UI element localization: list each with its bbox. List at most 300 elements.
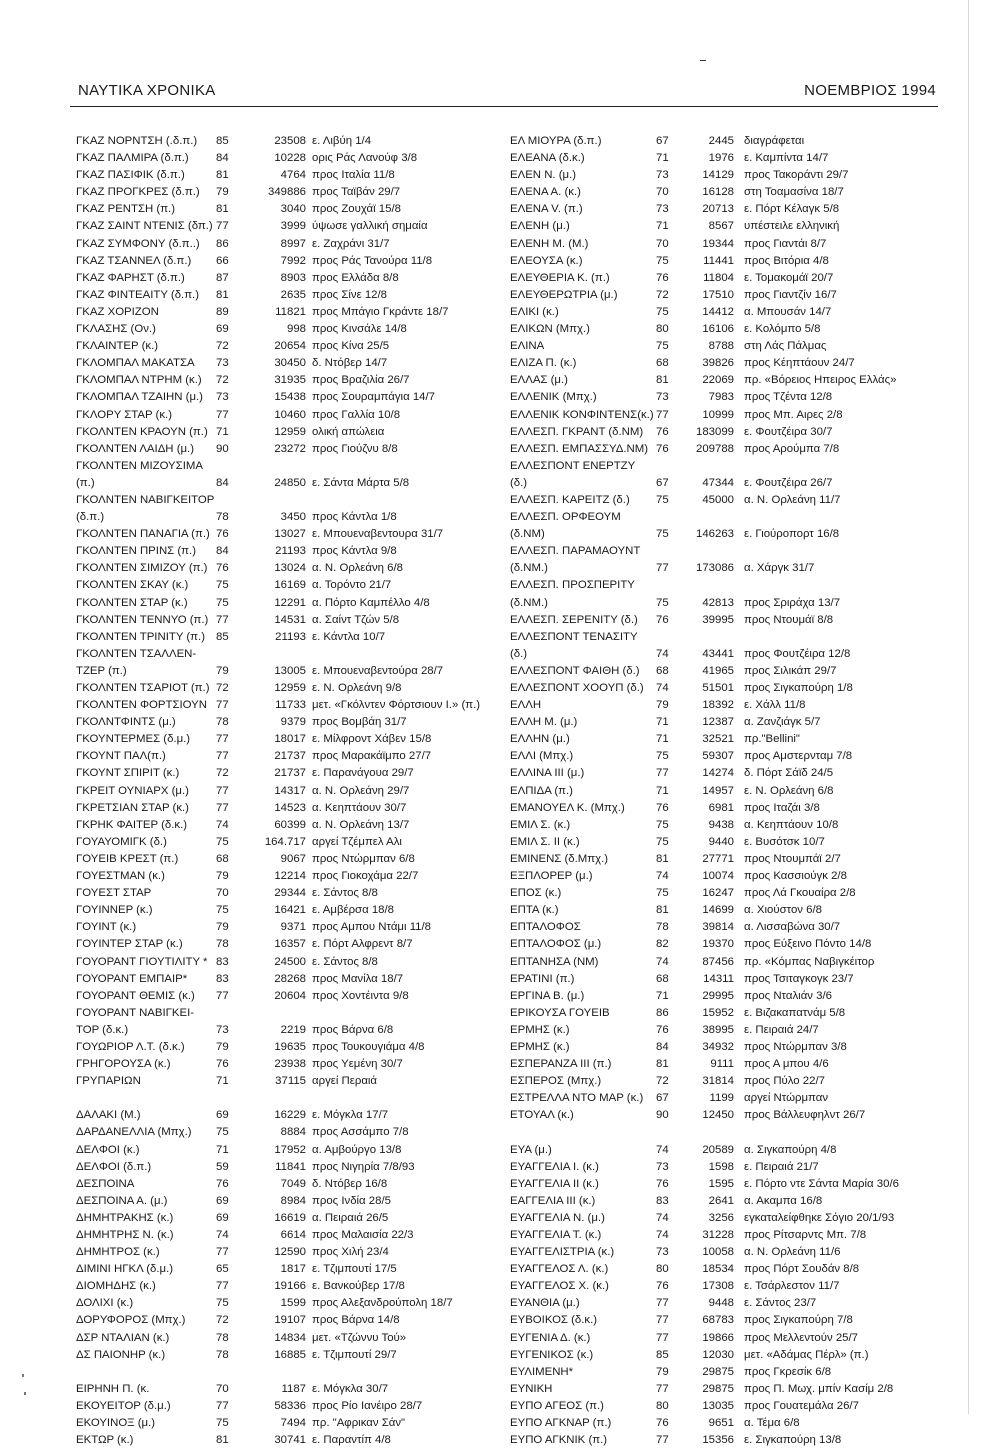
build-year: 75 bbox=[656, 835, 669, 848]
build-year: 71 bbox=[656, 152, 669, 165]
movement-note: α. Μπουσάν 14/7 bbox=[744, 305, 832, 318]
ship-name: ΓΚΑΖ ΡΕΝΤΣΗ (π.) bbox=[76, 203, 176, 216]
movement-note: ε. Φουτζέιρα 30/7 bbox=[744, 425, 833, 438]
movement-note: ε. Τομακομάϊ 20/7 bbox=[744, 271, 834, 284]
ship-name: ΕΛΛΕΣΠ. ΣΕΡΕΝΙΤΥ (δ.) bbox=[510, 613, 638, 626]
ship-name: ΓΚΟΥΝΤ ΠΑΛ(π.) bbox=[76, 750, 166, 763]
ship-name: ΕΡΜΗΣ (κ.) bbox=[510, 1040, 570, 1053]
ship-name: ΕΙΡΗΝΗ Π. (κ. bbox=[76, 1382, 150, 1395]
movement-note: α. Ακαμπα 16/8 bbox=[744, 1194, 823, 1207]
ship-name: ΕΛΛΕΣΠΟΝΤ ΕΝΕΡΤΖΥ bbox=[510, 459, 636, 472]
tonnage: 12959 bbox=[274, 682, 306, 694]
movement-note: προς Σιγκαπούρη 7/8 bbox=[744, 1314, 853, 1327]
build-year: 66 bbox=[216, 254, 229, 267]
movement-note: α. Σιγκαπούρη 4/8 bbox=[744, 1143, 837, 1156]
movement-note: α. Ν. Ορλεάνη 13/7 bbox=[312, 818, 410, 831]
ship-name: ΕΑΓΓΕΛΙΑ ΙΙΙ (κ.) bbox=[510, 1194, 596, 1207]
tonnage: 18392 bbox=[702, 699, 734, 712]
movement-note: προς Γιοκοχάμα 22/7 bbox=[312, 870, 419, 883]
movement-note: αργεί Ντώρμπαν bbox=[744, 1092, 829, 1105]
tonnage: 22069 bbox=[702, 374, 734, 387]
movement-note: προς Μπ. Αιρες 2/8 bbox=[744, 408, 843, 421]
build-year: 73 bbox=[216, 391, 229, 404]
build-year: 78 bbox=[216, 938, 229, 951]
tonnage: 3999 bbox=[280, 220, 306, 233]
build-year: 69 bbox=[216, 1211, 229, 1224]
build-year: 72 bbox=[216, 1314, 229, 1327]
movement-note: εγκαταλείφθηκε Σόγιο 20/1/93 bbox=[744, 1211, 895, 1224]
build-year: 81 bbox=[656, 374, 669, 387]
movement-note: προς Μελλεντούν 25/7 bbox=[744, 1331, 858, 1344]
tonnage: 16619 bbox=[274, 1211, 306, 1224]
ship-name: ΕΥΑΓΓΕΛΙΑ ΙΙ (κ.) bbox=[510, 1177, 599, 1190]
movement-note: ε. Φουτζέιρα 26/7 bbox=[744, 476, 833, 489]
tonnage: 16169 bbox=[274, 579, 306, 592]
movement-note: προς Φουτζέιρα 12/8 bbox=[744, 647, 851, 660]
ship-name: ΕΠΤΑΝΗΣΑ (ΝΜ) bbox=[510, 955, 599, 968]
tonnage: 24850 bbox=[274, 476, 306, 489]
build-year: 76 bbox=[216, 562, 229, 575]
tonnage: 1599 bbox=[280, 1297, 306, 1310]
build-year: 68 bbox=[656, 664, 669, 677]
movement-note: προς Εύξεινο Πόντο 14/8 bbox=[744, 938, 872, 951]
build-year: 73 bbox=[216, 357, 229, 370]
tonnage: 998 bbox=[286, 323, 306, 336]
tonnage: 7983 bbox=[708, 391, 734, 404]
ship-name: ΔΟΛΙΧΙ (κ.) bbox=[76, 1297, 134, 1310]
ship-name: ΓΟΥΕΣΤΜΑΝ (κ.) bbox=[76, 870, 165, 883]
build-year: 77 bbox=[216, 220, 229, 233]
build-year: 77 bbox=[656, 1382, 669, 1395]
ship-name: ΓΚΛΟΜΠΑΛ ΤΖΑΙΗΝ (μ.) bbox=[76, 391, 203, 404]
ship-name: ΔΙΟΜΗΔΗΣ (κ.) bbox=[76, 1280, 156, 1293]
movement-note: προς Ασσάμπο 7/8 bbox=[312, 1126, 409, 1139]
ship-name: ΓΟΥΟΡΑΝΤ ΘΕΜΙΣ (κ.) bbox=[76, 989, 195, 1002]
build-year: 76 bbox=[656, 271, 669, 284]
ship-name: ΕΞΠΛΟΡΕΡ (μ.) bbox=[510, 870, 593, 883]
movement-note: προς Ελλάδα 8/8 bbox=[312, 271, 399, 284]
tonnage: 31228 bbox=[702, 1229, 734, 1241]
tonnage: 15952 bbox=[702, 1006, 734, 1019]
build-year: 77 bbox=[656, 1314, 669, 1327]
tonnage: 13005 bbox=[274, 664, 306, 677]
build-year: 77 bbox=[656, 408, 669, 421]
movement-note: προς Σιγκαπούρη 1/8 bbox=[744, 682, 853, 694]
ship-name: ΕΛΛΙΝΑ ΙΙΙ (μ.) bbox=[510, 767, 585, 780]
build-year: 74 bbox=[216, 818, 229, 831]
tonnage: 58336 bbox=[274, 1399, 306, 1412]
ship-name: ΕΛΛΕΣΠ. ΕΜΠΑΣΣΥΔ.ΝΜ) bbox=[510, 442, 649, 455]
movement-note: α. Ν. Ορλεάνη 11/7 bbox=[744, 493, 841, 506]
movement-note: ε. Μόγκλα 30/7 bbox=[312, 1382, 389, 1395]
build-year: 77 bbox=[216, 1399, 229, 1412]
ship-name: ΕΥΑΓΓΕΛΟΣ Χ. (κ.) bbox=[510, 1280, 609, 1293]
tonnage: 21737 bbox=[274, 767, 306, 780]
movement-note: ύψωσε γαλλική σημαία bbox=[312, 220, 428, 233]
tonnage: 31814 bbox=[702, 1075, 734, 1088]
build-year: 76 bbox=[216, 1058, 229, 1071]
build-year: 73 bbox=[656, 203, 669, 216]
tonnage: 16106 bbox=[702, 323, 734, 336]
ship-name: ΕΥΠΟ ΑΓΕΟΣ (π.) bbox=[510, 1399, 604, 1412]
movement-note: προς Χιλή 23/4 bbox=[312, 1246, 389, 1259]
movement-note: α. Λισσαβώνα 30/7 bbox=[744, 921, 841, 934]
movement-note: προς Γαλλία 10/8 bbox=[312, 408, 401, 421]
movement-note: α. Πόρτο Καμπέλλο 4/8 bbox=[312, 596, 430, 609]
tonnage: 2445 bbox=[708, 135, 734, 147]
build-year: 76 bbox=[656, 1023, 669, 1036]
tonnage: 173086 bbox=[695, 562, 734, 575]
tonnage: 14834 bbox=[274, 1331, 306, 1344]
tonnage: 39814 bbox=[702, 921, 734, 934]
movement-note: προς Ρίτσαρντς Μπ. 7/8 bbox=[744, 1229, 867, 1241]
movement-note: ε. Σάντος 23/7 bbox=[744, 1297, 817, 1310]
ship-name: ΓΚΛΟΜΠΑΛ ΜΑΚΑΤΣΑ bbox=[76, 357, 195, 370]
ship-name: ΕΣΠΕΡΑΝΖΑ ΙΙΙ (π.) bbox=[510, 1058, 612, 1071]
ship-name: ΕΥΒΟΙΚΟΣ (δ.κ.) bbox=[510, 1314, 598, 1327]
ship-name: ΕΜΙΛ Σ. ΙΙ (κ.) bbox=[510, 835, 580, 848]
movement-note: προς Ιταζάι 3/8 bbox=[744, 801, 820, 814]
tonnage: 9111 bbox=[710, 1058, 734, 1071]
movement-note: ε. Βανκούβερ 17/8 bbox=[312, 1280, 405, 1293]
ship-name: ΓΚΑΖ ΝΟΡΝΤΣΗ (.δ.π.) bbox=[76, 135, 198, 147]
build-year: 90 bbox=[216, 442, 229, 455]
movement-note: πρ."Bellini" bbox=[744, 733, 800, 746]
tonnage: 16229 bbox=[274, 1109, 306, 1122]
tonnage: 146263 bbox=[695, 528, 734, 541]
build-year: 75 bbox=[656, 305, 669, 318]
movement-note: α. Ν. Ορλεάνη 6/8 bbox=[312, 562, 403, 575]
ship-name: ΕΚΟΥΙΝΟΞ (μ.) bbox=[76, 1417, 156, 1430]
ship-name: ΔΕΛΦΟΙ (κ.) bbox=[76, 1143, 140, 1156]
movement-note: ε. Πειραιά 24/7 bbox=[744, 1023, 819, 1036]
build-year: 77 bbox=[656, 1297, 669, 1310]
tonnage: 15356 bbox=[702, 1434, 734, 1447]
movement-note: προς Βάλλευφηλντ 26/7 bbox=[744, 1109, 866, 1122]
build-year: 84 bbox=[216, 152, 229, 165]
build-year: 70 bbox=[216, 887, 229, 900]
tonnage: 16128 bbox=[702, 186, 734, 199]
build-year: 71 bbox=[656, 784, 669, 797]
build-year: 77 bbox=[656, 562, 669, 575]
build-year: 75 bbox=[656, 750, 669, 763]
tonnage: 9440 bbox=[708, 835, 734, 848]
ship-name: ΕΣΤΡΕΛΛΑ ΝΤΟ ΜΑΡ (κ.) bbox=[510, 1092, 644, 1105]
tonnage: 6614 bbox=[280, 1229, 306, 1241]
ship-name: ΓΟΥΙΝΝΕΡ (κ.) bbox=[76, 904, 153, 917]
tonnage: 41965 bbox=[702, 664, 734, 677]
tonnage: 12291 bbox=[274, 596, 306, 609]
movement-note: α. Τέμα 6/8 bbox=[744, 1417, 800, 1430]
tonnage: 15438 bbox=[274, 391, 306, 404]
ship-name: ΕΛΛΗ Μ. (μ.) bbox=[510, 716, 578, 729]
tonnage: 19344 bbox=[702, 237, 734, 250]
ship-name: ΓΚΛΑΣΗΣ (Ον.) bbox=[76, 323, 156, 336]
ship-name: ΕΛΕΥΘΕΡΩΤΡΙΑ (μ.) bbox=[510, 288, 618, 301]
movement-note: αργεί Τζέμπελ Αλι bbox=[312, 835, 402, 848]
tonnage: 12387 bbox=[702, 716, 734, 729]
movement-note: προς Κινσάλε 14/8 bbox=[312, 323, 407, 336]
movement-note: προς Αμστερνταμ 7/8 bbox=[744, 750, 853, 763]
build-year: 79 bbox=[216, 1040, 229, 1053]
tonnage: 1976 bbox=[708, 152, 734, 165]
ship-name: ΓΚΑΖ ΠΑΣΙΦΙΚ (δ.π.) bbox=[76, 169, 185, 182]
ship-name: ΕΛΛΕΣΠ. ΠΡΟΣΠΕΡΙΤΥ bbox=[510, 579, 635, 592]
movement-note: ε. Ζαχράνι 31/7 bbox=[312, 237, 390, 250]
ship-name: ΔΣ ΠΑΙΟΝΗΡ (κ.) bbox=[76, 1348, 166, 1361]
movement-note: ε. Καμπίντα 14/7 bbox=[744, 152, 829, 165]
tonnage: 1598 bbox=[708, 1160, 734, 1173]
tonnage: 32521 bbox=[702, 733, 734, 746]
movement-note: α. Πειραιά 26/5 bbox=[312, 1211, 389, 1224]
tonnage: 10228 bbox=[274, 152, 306, 165]
build-year: 77 bbox=[656, 767, 669, 780]
movement-note: προς Αλεξανδρούπολη 18/7 bbox=[312, 1297, 453, 1310]
ship-name: ΕΛΙΚΩΝ (Μπχ.) bbox=[510, 323, 590, 336]
ship-name: ΕΥΠΟ ΑΓΚΝΙΚ (π.) bbox=[510, 1434, 608, 1447]
build-year: 86 bbox=[656, 1006, 669, 1019]
ship-name: ΔΟΡΥΦΟΡΟΣ (Μπχ.) bbox=[76, 1314, 186, 1327]
build-year: 77 bbox=[216, 408, 229, 421]
tonnage: 13035 bbox=[702, 1399, 734, 1412]
movement-note: προς Μπάγιο Γκράντε 18/7 bbox=[312, 305, 449, 318]
tonnage: 20589 bbox=[702, 1143, 734, 1156]
tonnage: 19370 bbox=[702, 938, 734, 951]
tonnage: 19107 bbox=[274, 1314, 306, 1327]
build-year: 77 bbox=[216, 801, 229, 814]
movement-note: προς Βομβάη 31/7 bbox=[312, 716, 407, 729]
build-year: 71 bbox=[656, 989, 669, 1002]
tonnage: 183099 bbox=[695, 425, 734, 438]
tonnage: 14274 bbox=[702, 767, 734, 780]
tonnage: 8903 bbox=[280, 271, 306, 284]
movement-note: προς Σιλικάπ 29/7 bbox=[744, 664, 837, 677]
movement-note: ε. Πόρτο ντε Σάντα Μαρία 30/6 bbox=[744, 1177, 899, 1190]
ship-name: ΓΚΟΛΝΤΕΝ ΠΑΝΑΓΙΑ (π.) bbox=[76, 528, 210, 541]
build-year: 76 bbox=[656, 425, 669, 438]
tonnage: 24500 bbox=[274, 955, 306, 968]
tonnage: 2641 bbox=[708, 1194, 734, 1207]
ship-name: ΓΚΟΛΝΤΕΝ ΦΟΡΤΣΙΟΥΝ bbox=[76, 699, 207, 712]
tonnage: 17952 bbox=[274, 1143, 306, 1156]
build-year: 73 bbox=[656, 391, 669, 404]
build-year: 75 bbox=[216, 1417, 229, 1430]
tonnage: 9379 bbox=[280, 716, 306, 729]
ship-name: ΔΕΛΦΟΙ (δ.π.) bbox=[76, 1160, 152, 1173]
ship-name: ΕΛΕΥΘΕΡΙΑ Κ. (π.) bbox=[510, 271, 610, 284]
ship-name: ΓΟΥΟΡΑΝΤ ΕΜΠΑΙΡ* bbox=[76, 972, 188, 985]
tonnage: 9651 bbox=[708, 1417, 734, 1430]
ship-name: ΓΚΑΖ ΦΙΝΤΕΑΙΤΥ (δ.π.) bbox=[76, 288, 200, 301]
ship-name: ΕΚΤΩΡ (κ.) bbox=[76, 1434, 134, 1447]
movement-note: ε. Πειραιά 21/7 bbox=[744, 1160, 819, 1173]
movement-note: ε. Πόρτ Αλφρεντ 8/7 bbox=[312, 938, 413, 951]
movement-note: μετ. «Γκόλντεν Φόρτσιουν Ι.» (π.) bbox=[312, 699, 481, 712]
ship-name: ΓΟΥΟΡΑΝΤ ΝΑΒΙΓΚΕΙ- bbox=[76, 1006, 195, 1019]
tonnage: 9067 bbox=[280, 852, 306, 865]
movement-note: προς Α μπου 4/6 bbox=[744, 1058, 829, 1071]
ship-name: ΓΚΟΛΝΤΕΝ ΛΑΙΔΗ (μ.) bbox=[76, 442, 195, 455]
ship-name: ΕΛΛΕΣΠΟΝΤ ΤΕΝΑΣΙΤΥ bbox=[510, 630, 638, 643]
tonnage: 349886 bbox=[267, 186, 306, 199]
movement-note: ε. Ν. Ορλεάνη 9/8 bbox=[312, 682, 402, 694]
movement-note: α. Σαίντ Τζών 5/8 bbox=[312, 613, 400, 626]
movement-note: ε. Μπουεναβεντουρα 31/7 bbox=[312, 528, 444, 541]
build-year: 65 bbox=[216, 1263, 229, 1276]
ship-name: ΕΣΠΕΡΟΣ (Μπχ.) bbox=[510, 1075, 602, 1088]
movement-note: μετ. «Τζώννυ Τού» bbox=[312, 1331, 407, 1344]
ship-name: ΓΚΟΛΝΤΕΝ ΜΙΖΟΥΣΙΜΑ bbox=[76, 459, 203, 472]
ship-name: ΕΥΠΟ ΑΓΚΝΑΡ (π.) bbox=[510, 1417, 612, 1430]
ship-name: ΓΚΛΟΡΥ ΣΤΑΡ (κ.) bbox=[76, 408, 173, 421]
movement-note: προς Γιούζνυ 8/8 bbox=[312, 442, 398, 455]
ship-name: (δ.ΝΜ.) bbox=[510, 562, 548, 575]
tonnage: 14412 bbox=[702, 305, 734, 318]
movement-note: ε. Παραντίπ 4/8 bbox=[312, 1434, 391, 1447]
build-year: 75 bbox=[216, 835, 229, 848]
tonnage: 16357 bbox=[274, 938, 306, 951]
movement-note: ε. Παρανάγουα 29/7 bbox=[312, 767, 414, 780]
tonnage: 29344 bbox=[274, 887, 306, 900]
tonnage: 1595 bbox=[708, 1177, 734, 1190]
tonnage: 14311 bbox=[703, 972, 734, 985]
tonnage: 1817 bbox=[280, 1263, 306, 1276]
build-year: 76 bbox=[216, 528, 229, 541]
movement-note: προς Βραζιλία 26/7 bbox=[312, 374, 410, 387]
build-year: 75 bbox=[216, 1126, 229, 1139]
build-year: 73 bbox=[656, 1160, 669, 1173]
tonnage: 21737 bbox=[274, 750, 306, 763]
tonnage: 18534 bbox=[702, 1263, 734, 1276]
movement-note: προς Ινδία 28/5 bbox=[312, 1194, 391, 1207]
build-year: 90 bbox=[656, 1109, 669, 1122]
tonnage: 164.717 bbox=[264, 835, 306, 848]
build-year: 84 bbox=[216, 545, 229, 558]
ship-name: ΕΠΤΑ (κ.) bbox=[510, 904, 559, 917]
movement-note: προς Ρίο Ιανέιρο 28/7 bbox=[312, 1399, 423, 1412]
tonnage: 11841 bbox=[275, 1160, 306, 1173]
tonnage: 87456 bbox=[702, 955, 734, 968]
tonnage: 19635 bbox=[274, 1040, 306, 1053]
build-year: 85 bbox=[216, 135, 229, 147]
movement-note: α. Χάργκ 31/7 bbox=[744, 562, 815, 575]
ship-name: (δ.ΝΜ.) bbox=[510, 596, 548, 609]
movement-note: προς Μαρακάϊμπο 27/7 bbox=[312, 750, 432, 763]
ship-name: ΓΚΑΖ ΦΑΡΗΣΤ (δ.π.) bbox=[76, 271, 185, 284]
build-year: 68 bbox=[216, 852, 229, 865]
build-year: 76 bbox=[216, 1177, 229, 1190]
build-year: 81 bbox=[656, 852, 669, 865]
tonnage: 11441 bbox=[703, 254, 734, 267]
ship-name: ΕΛΙΝΑ bbox=[510, 340, 545, 353]
movement-note: ε. Τσάρλεστον 11/7 bbox=[744, 1280, 840, 1293]
build-year: 76 bbox=[656, 442, 669, 455]
build-year: 86 bbox=[216, 237, 229, 250]
ship-name: ΓΚΑΖ ΠΡΟΓΚΡΕΣ (δ.π.) bbox=[76, 186, 200, 199]
tonnage: 8788 bbox=[708, 340, 734, 353]
tonnage: 19866 bbox=[702, 1331, 734, 1344]
movement-note: ε. Τζιμπουτί 17/5 bbox=[312, 1263, 397, 1276]
movement-note: ε. Ν. Ορλεάνη 6/8 bbox=[744, 784, 834, 797]
ship-name: ΔΑΛΑΚΙ (Μ.) bbox=[76, 1109, 141, 1122]
build-year: 77 bbox=[216, 733, 229, 746]
build-year: 68 bbox=[656, 972, 669, 985]
tonnage: 3040 bbox=[280, 203, 306, 216]
ship-name: ΓΚΟΛΝΤΕΝ ΣΚΑΥ (κ.) bbox=[76, 579, 189, 592]
movement-note: προς Κασσιούγκ 2/8 bbox=[744, 870, 847, 883]
ship-name: ΕΤΟΥΑΛ (κ.) bbox=[510, 1109, 574, 1122]
build-year: 79 bbox=[216, 186, 229, 199]
ship-name: ΕΥΑΓΓΕΛΙΣΤΡΙΑ (κ.) bbox=[510, 1246, 615, 1259]
movement-note: ε. Βιζακαπατνάμ 5/8 bbox=[744, 1006, 846, 1019]
tonnage: 28268 bbox=[274, 972, 306, 985]
tonnage: 7494 bbox=[280, 1417, 306, 1430]
ship-name: ΓΚΡΗΚ ΦΑΙΤΕΡ (δ.κ.) bbox=[76, 818, 188, 831]
movement-note: υπέστειλε ελληνική bbox=[744, 220, 840, 233]
ship-name: ΓΡΥΠΑΡΙΩΝ bbox=[76, 1075, 141, 1088]
movement-note: ε. Χάλλ 11/8 bbox=[744, 699, 806, 712]
tonnage: 11804 bbox=[703, 271, 734, 284]
build-year: 78 bbox=[216, 1331, 229, 1344]
ship-name: ΕΛΕΑΝΑ (δ.κ.) bbox=[510, 152, 585, 165]
ship-name: ΕΛΕΟΥΣΑ (κ.) bbox=[510, 254, 583, 267]
margin-mark bbox=[22, 1374, 24, 1377]
ship-name: ΓΟΥΕΙΒ ΚΡΕΣΤ (π.) bbox=[76, 852, 179, 865]
movement-note: δ. Ντόβερ 14/7 bbox=[312, 357, 388, 370]
movement-note: προς Κάντλα 9/8 bbox=[312, 545, 397, 558]
tonnage: 10058 bbox=[702, 1246, 734, 1259]
ship-name: ΓΚΟΛΝΤΕΝ ΣΤΑΡ (κ.) bbox=[76, 596, 188, 609]
build-year: 75 bbox=[656, 887, 669, 900]
ship-name: ΕΛΛΕΣΠ. ΓΚΡΑΝΤ (δ.ΝΜ) bbox=[510, 425, 644, 438]
build-year: 70 bbox=[216, 1382, 229, 1395]
movement-note: στη Τοαμασίνα 18/7 bbox=[744, 186, 844, 199]
tonnage: 12030 bbox=[702, 1348, 734, 1361]
build-year: 76 bbox=[656, 1280, 669, 1293]
ship-name: ΓΚΛΑΙΝΤΕΡ (κ.) bbox=[76, 340, 159, 353]
ship-name: ΕΛΕΝΑ Α. (κ.) bbox=[510, 186, 581, 199]
issue-date: ΝΟΕΜΒΡΙΟΣ 1994 bbox=[804, 82, 936, 99]
movement-note: ε. Μόγκλα 17/7 bbox=[312, 1109, 389, 1122]
ship-name: ΕΥΝΙΚΗ bbox=[510, 1382, 553, 1395]
movement-note: δ. Ντόβερ 16/8 bbox=[312, 1177, 388, 1190]
ship-name: ΕΡΑΤΙΝΙ (π.) bbox=[510, 972, 575, 985]
movement-note: ε. Κολόμπο 5/8 bbox=[744, 323, 821, 336]
build-year: 79 bbox=[216, 664, 229, 677]
movement-note: προς Ντουμπάϊ 2/7 bbox=[744, 852, 841, 865]
tonnage: 45000 bbox=[702, 493, 734, 506]
build-year: 74 bbox=[656, 870, 669, 883]
tonnage: 39995 bbox=[702, 613, 734, 626]
build-year: 77 bbox=[216, 1246, 229, 1259]
ship-name: ΕΥΑ (μ.) bbox=[510, 1143, 552, 1156]
movement-note: ε. Σάντα Μάρτα 5/8 bbox=[312, 476, 410, 489]
tonnage: 209788 bbox=[695, 442, 734, 455]
movement-note: προς Τουκουγιάμα 4/8 bbox=[312, 1040, 425, 1053]
movement-note: α. Χιούστον 6/8 bbox=[744, 904, 823, 917]
ship-name: ΕΠΤΑΛΟΦΟΣ bbox=[510, 921, 581, 934]
movement-note: προς Π. Μωχ. μπίν Κασίμ 2/8 bbox=[744, 1382, 894, 1395]
build-year: 84 bbox=[656, 1040, 669, 1053]
build-year: 79 bbox=[656, 699, 669, 712]
build-year: 75 bbox=[216, 904, 229, 917]
build-year: 71 bbox=[216, 1075, 229, 1088]
tonnage: 12959 bbox=[274, 425, 306, 438]
movement-note: προς Γιαντάι 8/7 bbox=[744, 237, 827, 250]
ship-name: ΕΛ ΜΙΟΥΡΑ (δ.π.) bbox=[510, 135, 602, 147]
tonnage: 21193 bbox=[275, 630, 306, 643]
build-year: 85 bbox=[656, 1348, 669, 1361]
